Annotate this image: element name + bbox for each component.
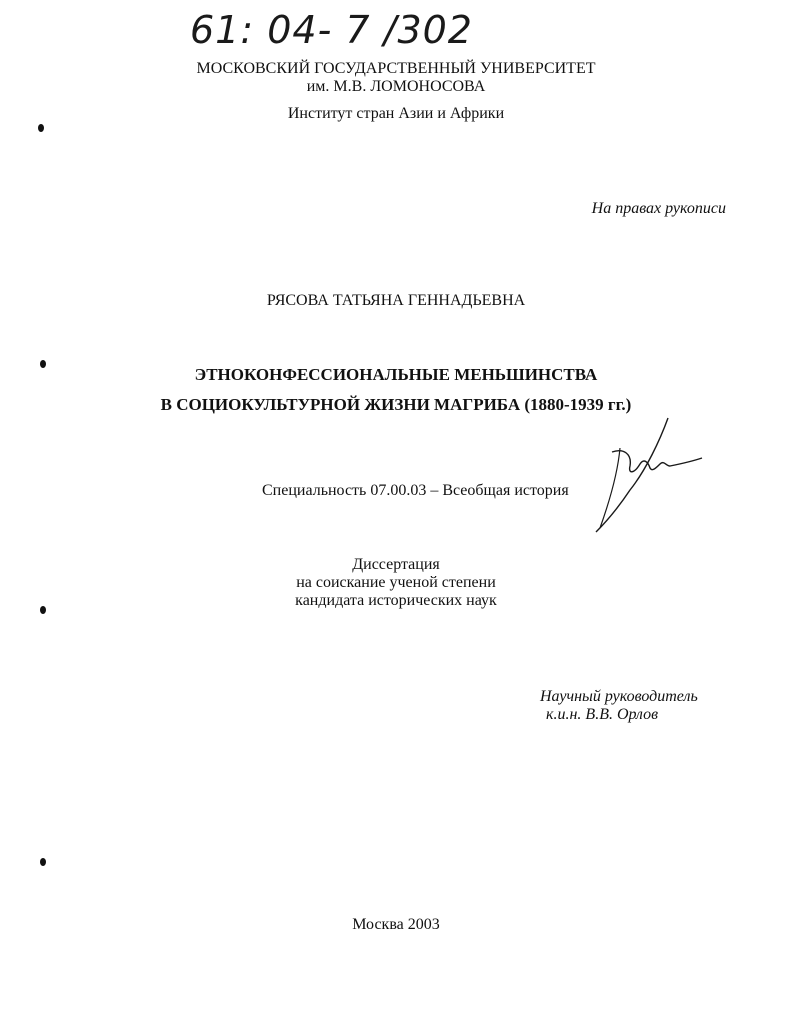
institute-name: Институт стран Азии и Африки <box>287 105 505 122</box>
degree-field: кандидата исторических наук <box>295 592 497 609</box>
specialty: Специальность 07.00.03 – Всеобщая история <box>262 482 569 499</box>
manuscript-note: На правах рукописи <box>591 200 726 217</box>
university-named-after: им. М.В. ЛОМОНОСОВА <box>306 78 486 95</box>
signature <box>590 410 710 540</box>
supervisor-label: Научный руководитель <box>540 688 698 705</box>
university-name: МОСКОВСКИЙ ГОСУДАРСТВЕННЫЙ УНИВЕРСИТЕТ <box>196 60 596 77</box>
dissertation-title-line1: ЭТНОКОНФЕССИОНАЛЬНЫЕ МЕНЬШИНСТВА <box>194 365 598 384</box>
archive-code-handwritten: 61: 04- 7 /302 <box>190 8 473 52</box>
author-name: РЯСОВА ТАТЬЯНА ГЕННАДЬЕВНА <box>266 292 526 309</box>
degree-line: на соискание ученой степени <box>296 574 496 591</box>
dissertation-title-line2: В СОЦИОКУЛЬТУРНОЙ ЖИЗНИ МАГРИБА (1880-1939 гг.) <box>160 395 632 414</box>
binder-mark <box>40 360 46 368</box>
dissertation-label: Диссертация <box>352 556 440 573</box>
city-year: Москва 2003 <box>352 916 440 933</box>
supervisor-name: к.и.н. В.В. Орлов <box>546 706 659 723</box>
binder-mark <box>40 606 46 614</box>
binder-mark <box>38 124 44 132</box>
binder-mark <box>40 858 46 866</box>
